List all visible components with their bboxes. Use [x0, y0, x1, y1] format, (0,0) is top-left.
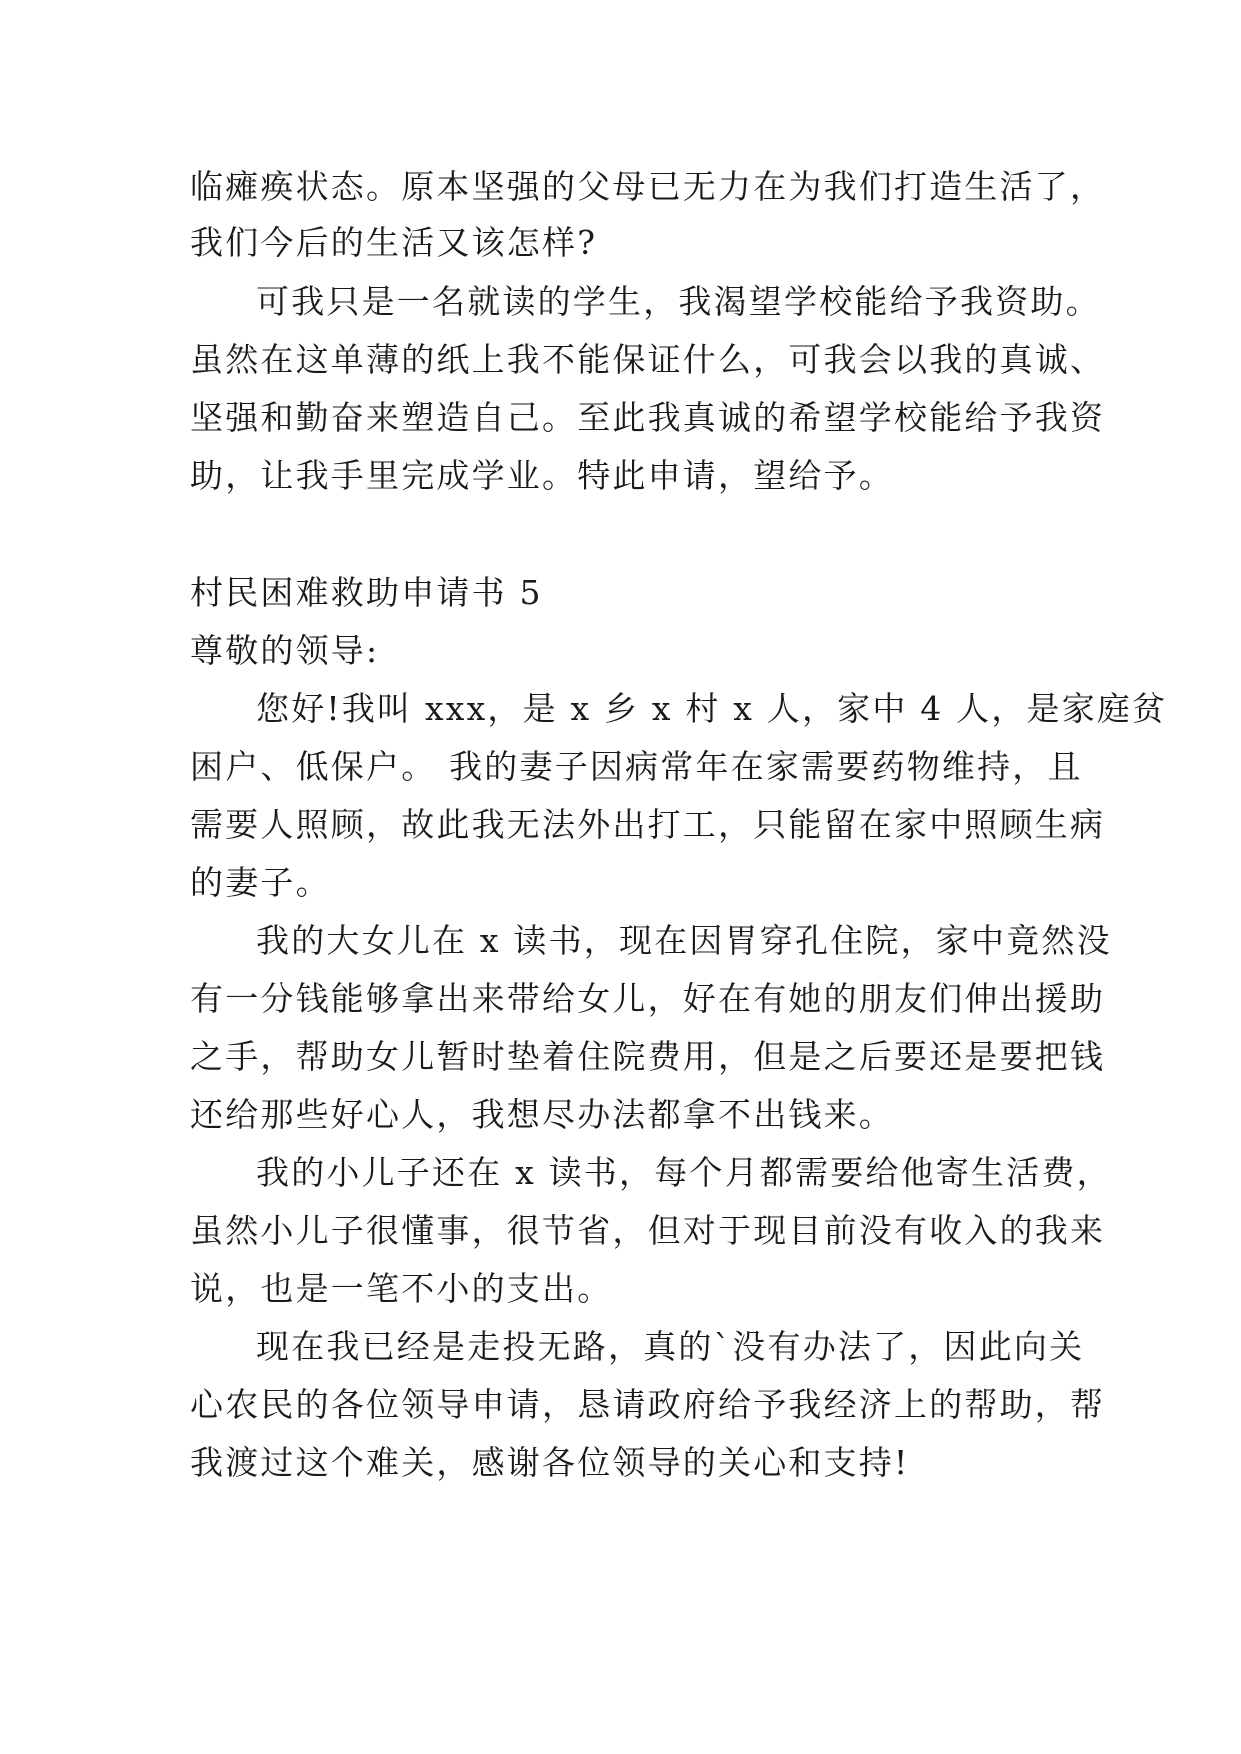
paragraph-start-line: 我的大女儿在 x 读书，现在因胃穿孔住院，家中竟然没: [256, 921, 1112, 960]
paragraph-start-line: 现在我已经是走投无路，真的`没有办法了，因此向关: [256, 1327, 1085, 1366]
body-text-line: 虽然在这单薄的纸上我不能保证什么，可我会以我的真诚、: [190, 340, 1106, 379]
body-text-line: 需要人照顾，故此我无法外出打工，只能留在家中照顾生病: [190, 805, 1106, 844]
body-text-line: 临瘫痪状态。原本坚强的父母已无力在为我们打造生活了，: [190, 167, 1106, 206]
body-text-line: 心农民的各位领导申请，恳请政府给予我经济上的帮助，帮: [190, 1385, 1106, 1424]
body-text-line: 坚强和勤奋来塑造自己。至此我真诚的希望学校能给予我资: [190, 398, 1106, 437]
paragraph-start-line: 我的小儿子还在 x 读书，每个月都需要给他寄生活费，: [256, 1153, 1112, 1192]
paragraph-start-line: 可我只是一名就读的学生，我渴望学校能给予我资助。: [256, 282, 1101, 321]
body-text-line: 还给那些好心人，我想尽办法都拿不出钱来。: [190, 1095, 894, 1134]
body-text-line: 我渡过这个难关，感谢各位领导的关心和支持!: [190, 1443, 910, 1482]
salutation: 尊敬的领导:: [190, 631, 380, 670]
body-text-line: 之手，帮助女儿暂时垫着住院费用，但是之后要还是要把钱: [190, 1037, 1106, 1076]
body-text-line: 虽然小儿子很懂事，很节省，但对于现目前没有收入的我来: [190, 1211, 1106, 1250]
body-text-line: 助，让我手里完成学业。特此申请，望给予。: [190, 456, 894, 495]
paragraph-start-line: 您好!我叫 xxx，是 x 乡 x 村 x 人，家中 4 人，是家庭贫: [256, 689, 1168, 728]
section-title: 村民困难救助申请书 5: [190, 573, 543, 612]
body-text-line: 我们今后的生活又该怎样?: [190, 223, 598, 262]
body-text-line: 有一分钱能够拿出来带给女儿，好在有她的朋友们伸出援助: [190, 979, 1106, 1018]
body-text-line: 说，也是一笔不小的支出。: [190, 1269, 613, 1308]
body-text-line: 困户、低保户。 我的妻子因病常年在家需要药物维持，且: [190, 747, 1083, 786]
body-text-line: 的妻子。: [190, 863, 331, 902]
